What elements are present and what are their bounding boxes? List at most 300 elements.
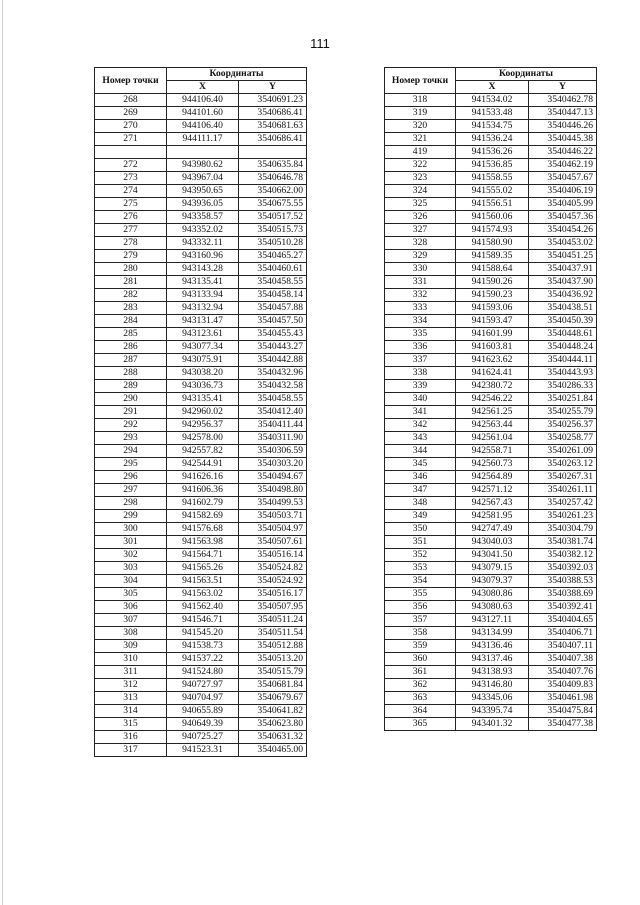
y-coordinate-cell: 3540507.95 — [239, 601, 307, 614]
y-coordinate-cell: 3540646.78 — [239, 172, 307, 185]
point-number-cell: 305 — [95, 588, 167, 601]
table-row — [95, 432, 307, 445]
y-coordinate-cell: 3540447.13 — [529, 107, 597, 120]
y-coordinate-cell: 3540517.52 — [239, 211, 307, 224]
table-row — [95, 562, 307, 575]
table-row — [95, 198, 307, 211]
y-coordinate-cell: 3540437.91 — [529, 263, 597, 276]
point-number-cell: 347 — [385, 484, 456, 497]
header-y: Y — [529, 81, 597, 94]
x-coordinate-cell: 943980.62 — [167, 159, 239, 172]
y-coordinate-cell: 3540462.78 — [529, 94, 597, 107]
point-number-cell: 340 — [385, 393, 456, 406]
point-number-cell: 355 — [385, 588, 456, 601]
header-point-number: Номер точки — [95, 68, 167, 94]
y-coordinate-cell: 3540306.59 — [239, 445, 307, 458]
y-coordinate-cell: 3540458.55 — [239, 393, 307, 406]
table-row — [385, 614, 597, 627]
table-row — [385, 146, 597, 159]
point-number-cell: 279 — [95, 250, 167, 263]
point-number-cell: 356 — [385, 601, 456, 614]
x-coordinate-cell: 944111.17 — [167, 133, 239, 146]
point-number-cell: 312 — [95, 679, 167, 692]
point-number-cell: 326 — [385, 211, 456, 224]
x-coordinate-cell: 943352.02 — [167, 224, 239, 237]
table-row — [95, 328, 307, 341]
table-row — [95, 653, 307, 666]
y-coordinate-cell: 3540465.27 — [239, 250, 307, 263]
x-coordinate-cell: 942747.49 — [456, 523, 529, 536]
point-number-cell: 301 — [95, 536, 167, 549]
x-coordinate-cell: 943143.28 — [167, 263, 239, 276]
x-coordinate-cell: 943136.46 — [456, 640, 529, 653]
x-coordinate-cell: 942544.91 — [167, 458, 239, 471]
point-number-cell: 278 — [95, 237, 167, 250]
table-row — [95, 744, 307, 757]
x-coordinate-cell: 940727.97 — [167, 679, 239, 692]
point-number-cell: 289 — [95, 380, 167, 393]
point-number-cell: 284 — [95, 315, 167, 328]
table-row — [385, 471, 597, 484]
point-number-cell: 314 — [95, 705, 167, 718]
x-coordinate-cell: 941562.40 — [167, 601, 239, 614]
table-row — [385, 718, 597, 731]
y-coordinate-cell: 3540516.14 — [239, 549, 307, 562]
point-number-cell: 281 — [95, 276, 167, 289]
x-coordinate-cell: 941565.26 — [167, 562, 239, 575]
table-row — [385, 458, 597, 471]
y-coordinate-cell: 3540438.51 — [529, 302, 597, 315]
table-row — [95, 406, 307, 419]
x-coordinate-cell: 941536.85 — [456, 159, 529, 172]
y-coordinate-cell: 3540462.19 — [529, 159, 597, 172]
x-coordinate-cell: 943133.94 — [167, 289, 239, 302]
table-row — [95, 679, 307, 692]
y-coordinate-cell: 3540388.69 — [529, 588, 597, 601]
y-coordinate-cell: 3540503.71 — [239, 510, 307, 523]
point-number-cell: 336 — [385, 341, 456, 354]
y-coordinate-cell: 3540407.11 — [529, 640, 597, 653]
x-coordinate-cell: 941563.51 — [167, 575, 239, 588]
point-number-cell: 343 — [385, 432, 456, 445]
table-row — [95, 250, 307, 263]
y-coordinate-cell: 3540443.93 — [529, 367, 597, 380]
point-number-cell: 344 — [385, 445, 456, 458]
point-number-cell: 292 — [95, 419, 167, 432]
header-x: X — [456, 81, 529, 94]
x-coordinate-cell: 941589.35 — [456, 250, 529, 263]
point-number-cell: 297 — [95, 484, 167, 497]
x-coordinate-cell: 941580.90 — [456, 237, 529, 250]
point-number-cell: 273 — [95, 172, 167, 185]
point-number-cell: 364 — [385, 705, 456, 718]
y-coordinate-cell: 3540432.96 — [239, 367, 307, 380]
table-row — [385, 302, 597, 315]
y-coordinate-cell: 3540475.84 — [529, 705, 597, 718]
point-number-cell: 298 — [95, 497, 167, 510]
x-coordinate-cell: 941538.73 — [167, 640, 239, 653]
x-coordinate-cell: 941603.81 — [456, 341, 529, 354]
y-coordinate-cell: 3540286.33 — [529, 380, 597, 393]
y-coordinate-cell: 3540432.58 — [239, 380, 307, 393]
point-number-cell: 330 — [385, 263, 456, 276]
x-coordinate-cell: 943041.50 — [456, 549, 529, 562]
y-coordinate-cell: 3540436.92 — [529, 289, 597, 302]
x-coordinate-cell: 941602.79 — [167, 497, 239, 510]
x-coordinate-cell: 941523.31 — [167, 744, 239, 757]
point-number-cell: 360 — [385, 653, 456, 666]
point-number-cell: 350 — [385, 523, 456, 536]
y-coordinate-cell: 3540446.26 — [529, 120, 597, 133]
table-row — [95, 120, 307, 133]
header-point-number: Номер точки — [385, 68, 456, 94]
point-number-cell: 327 — [385, 224, 456, 237]
x-coordinate-cell: 941534.75 — [456, 120, 529, 133]
table-row — [95, 484, 307, 497]
point-number-cell: 320 — [385, 120, 456, 133]
x-coordinate-cell: 941606.36 — [167, 484, 239, 497]
y-coordinate-cell: 3540681.84 — [239, 679, 307, 692]
table-row — [95, 601, 307, 614]
table-row — [95, 133, 307, 146]
x-coordinate-cell: 943345.06 — [456, 692, 529, 705]
table-row — [95, 224, 307, 237]
x-coordinate-cell: 940704.97 — [167, 692, 239, 705]
point-number-cell: 365 — [385, 718, 456, 731]
y-coordinate-cell: 3540477.38 — [529, 718, 597, 731]
y-coordinate-cell: 3540641.82 — [239, 705, 307, 718]
point-number-cell: 283 — [95, 302, 167, 315]
table-row — [385, 445, 597, 458]
y-coordinate-cell: 3540382.12 — [529, 549, 597, 562]
y-coordinate-cell: 3540451.25 — [529, 250, 597, 263]
x-coordinate-cell: 943080.63 — [456, 601, 529, 614]
y-coordinate-cell: 3540524.82 — [239, 562, 307, 575]
point-number-cell: 357 — [385, 614, 456, 627]
y-coordinate-cell: 3540623.80 — [239, 718, 307, 731]
x-coordinate-cell: 943401.32 — [456, 718, 529, 731]
x-coordinate-cell: 943079.15 — [456, 562, 529, 575]
y-coordinate-cell: 3540407.38 — [529, 653, 597, 666]
y-coordinate-cell: 3540511.54 — [239, 627, 307, 640]
table-row — [95, 640, 307, 653]
x-coordinate-cell: 941537.22 — [167, 653, 239, 666]
table-body-right — [385, 94, 597, 731]
y-coordinate-cell: 3540406.71 — [529, 627, 597, 640]
x-coordinate-cell: 943040.03 — [456, 536, 529, 549]
y-coordinate-cell: 3540455.43 — [239, 328, 307, 341]
y-coordinate-cell: 3540454.26 — [529, 224, 597, 237]
x-coordinate-cell: 941601.99 — [456, 328, 529, 341]
point-number-cell: 293 — [95, 432, 167, 445]
x-coordinate-cell: 942558.71 — [456, 445, 529, 458]
x-coordinate-cell: 943146.80 — [456, 679, 529, 692]
y-coordinate-cell: 3540261.11 — [529, 484, 597, 497]
table-row — [385, 536, 597, 549]
point-number-cell: 272 — [95, 159, 167, 172]
table-row — [95, 471, 307, 484]
point-number-cell: 345 — [385, 458, 456, 471]
point-number-cell: 323 — [385, 172, 456, 185]
x-coordinate-cell: 942567.43 — [456, 497, 529, 510]
x-coordinate-cell: 943135.41 — [167, 276, 239, 289]
y-coordinate-cell: 3540446.22 — [529, 146, 597, 159]
point-number-cell: 328 — [385, 237, 456, 250]
page-number: 111 — [310, 36, 330, 51]
x-coordinate-cell: 943075.91 — [167, 354, 239, 367]
table-row — [385, 172, 597, 185]
header-x: X — [167, 81, 239, 94]
point-number-cell: 307 — [95, 614, 167, 627]
point-number-cell: 331 — [385, 276, 456, 289]
x-coordinate-cell: 941574.93 — [456, 224, 529, 237]
point-number-cell: 294 — [95, 445, 167, 458]
y-coordinate-cell: 3540460.61 — [239, 263, 307, 276]
y-coordinate-cell: 3540662.00 — [239, 185, 307, 198]
x-coordinate-cell: 943138.93 — [456, 666, 529, 679]
table-row — [385, 211, 597, 224]
table-row — [95, 146, 307, 159]
point-number-cell: 335 — [385, 328, 456, 341]
table-row — [95, 627, 307, 640]
table-row — [95, 718, 307, 731]
x-coordinate-cell: 944106.40 — [167, 120, 239, 133]
point-number-cell: 288 — [95, 367, 167, 380]
x-coordinate-cell: 942546.22 — [456, 393, 529, 406]
y-coordinate-cell: 3540457.50 — [239, 315, 307, 328]
y-coordinate-cell: 3540512.88 — [239, 640, 307, 653]
table-row — [95, 315, 307, 328]
table-row — [95, 575, 307, 588]
point-number-cell: 269 — [95, 107, 167, 120]
table-row — [95, 380, 307, 393]
x-coordinate-cell: 942380.72 — [456, 380, 529, 393]
point-number-cell: 277 — [95, 224, 167, 237]
y-coordinate-cell: 3540437.90 — [529, 276, 597, 289]
table-row — [385, 328, 597, 341]
y-coordinate-cell: 3540448.24 — [529, 341, 597, 354]
y-coordinate-cell: 3540679.67 — [239, 692, 307, 705]
table-row — [385, 380, 597, 393]
y-coordinate-cell: 3540261.09 — [529, 445, 597, 458]
point-number-cell: 332 — [385, 289, 456, 302]
table-row — [95, 445, 307, 458]
y-coordinate-cell: 3540311.90 — [239, 432, 307, 445]
table-row — [95, 523, 307, 536]
table-row — [385, 510, 597, 523]
point-number-cell: 348 — [385, 497, 456, 510]
y-coordinate-cell: 3540304.79 — [529, 523, 597, 536]
point-number-cell: 299 — [95, 510, 167, 523]
table-row — [385, 627, 597, 640]
point-number-cell: 354 — [385, 575, 456, 588]
x-coordinate-cell: 942956.37 — [167, 419, 239, 432]
y-coordinate-cell: 3540511.24 — [239, 614, 307, 627]
x-coordinate-cell: 942561.25 — [456, 406, 529, 419]
point-number-cell: 276 — [95, 211, 167, 224]
y-coordinate-cell: 3540457.36 — [529, 211, 597, 224]
point-number-cell: 351 — [385, 536, 456, 549]
x-coordinate-cell: 942561.04 — [456, 432, 529, 445]
table-row — [95, 588, 307, 601]
table-row — [385, 640, 597, 653]
point-number-cell: 419 — [385, 146, 456, 159]
point-number-cell: 275 — [95, 198, 167, 211]
table-row — [385, 393, 597, 406]
x-coordinate-cell: 942560.73 — [456, 458, 529, 471]
point-number-cell: 358 — [385, 627, 456, 640]
point-number-cell: 334 — [385, 315, 456, 328]
y-coordinate-cell: 3540256.37 — [529, 419, 597, 432]
y-coordinate-cell: 3540516.17 — [239, 588, 307, 601]
table-row — [95, 276, 307, 289]
table-row — [95, 666, 307, 679]
table-row — [385, 276, 597, 289]
y-coordinate-cell: 3540510.28 — [239, 237, 307, 250]
table-row — [385, 601, 597, 614]
y-coordinate-cell: 3540392.03 — [529, 562, 597, 575]
y-coordinate-cell: 3540404.65 — [529, 614, 597, 627]
y-coordinate-cell: 3540411.44 — [239, 419, 307, 432]
table-row — [385, 185, 597, 198]
point-number-cell: 313 — [95, 692, 167, 705]
y-coordinate-cell: 3540267.31 — [529, 471, 597, 484]
x-coordinate-cell: 943160.96 — [167, 250, 239, 263]
table-row — [385, 497, 597, 510]
y-coordinate-cell: 3540494.67 — [239, 471, 307, 484]
point-number-cell: 290 — [95, 393, 167, 406]
table-row — [95, 614, 307, 627]
table-row — [385, 250, 597, 263]
table-row — [95, 354, 307, 367]
x-coordinate-cell: 944106.40 — [167, 94, 239, 107]
table-row — [95, 341, 307, 354]
y-coordinate-cell: 3540444.11 — [529, 354, 597, 367]
table-row — [385, 692, 597, 705]
point-number-cell: 325 — [385, 198, 456, 211]
x-coordinate-cell: 941593.47 — [456, 315, 529, 328]
point-number-cell: 274 — [95, 185, 167, 198]
point-number-cell: 271 — [95, 133, 167, 146]
x-coordinate-cell: 942581.95 — [456, 510, 529, 523]
y-coordinate-cell: 3540442.88 — [239, 354, 307, 367]
point-number-cell: 329 — [385, 250, 456, 263]
y-coordinate-cell: 3540381.74 — [529, 536, 597, 549]
table-row — [385, 562, 597, 575]
y-coordinate-cell: 3540515.79 — [239, 666, 307, 679]
x-coordinate-cell: 943950.65 — [167, 185, 239, 198]
table-row — [385, 133, 597, 146]
point-number-cell: 303 — [95, 562, 167, 575]
point-number-cell: 322 — [385, 159, 456, 172]
x-coordinate-cell: 943134.99 — [456, 627, 529, 640]
y-coordinate-cell: 3540453.02 — [529, 237, 597, 250]
table-row — [95, 211, 307, 224]
point-number-cell: 339 — [385, 380, 456, 393]
table-row — [95, 289, 307, 302]
x-coordinate-cell: 943131.47 — [167, 315, 239, 328]
x-coordinate-cell: 941626.16 — [167, 471, 239, 484]
point-number-cell: 287 — [95, 354, 167, 367]
y-coordinate-cell: 3540263.12 — [529, 458, 597, 471]
x-coordinate-cell: 943123.61 — [167, 328, 239, 341]
point-number-cell: 286 — [95, 341, 167, 354]
point-number-cell: 317 — [95, 744, 167, 757]
point-number-cell: 341 — [385, 406, 456, 419]
y-coordinate-cell: 3540406.19 — [529, 185, 597, 198]
x-coordinate-cell: 941588.64 — [456, 263, 529, 276]
x-coordinate-cell: 943038.20 — [167, 367, 239, 380]
point-number-cell: 352 — [385, 549, 456, 562]
coordinates-table-left — [94, 67, 307, 757]
x-coordinate-cell: 941546.71 — [167, 614, 239, 627]
point-number-cell: 285 — [95, 328, 167, 341]
table-row — [95, 302, 307, 315]
table-row — [385, 159, 597, 172]
x-coordinate-cell: 944101.60 — [167, 107, 239, 120]
table-row — [385, 679, 597, 692]
y-coordinate-cell: 3540445.38 — [529, 133, 597, 146]
point-number-cell: 311 — [95, 666, 167, 679]
x-coordinate-cell: 941590.23 — [456, 289, 529, 302]
point-number-cell: 321 — [385, 133, 456, 146]
table-row — [95, 367, 307, 380]
point-number-cell: 291 — [95, 406, 167, 419]
table-row — [385, 198, 597, 211]
y-coordinate-cell: 3540498.80 — [239, 484, 307, 497]
table-row — [95, 172, 307, 185]
x-coordinate-cell: 942563.44 — [456, 419, 529, 432]
point-number-cell: 296 — [95, 471, 167, 484]
y-coordinate-cell: 3540443.27 — [239, 341, 307, 354]
x-coordinate-cell: 943395.74 — [456, 705, 529, 718]
point-number-cell: 318 — [385, 94, 456, 107]
point-number-cell: 316 — [95, 731, 167, 744]
point-number-cell: 306 — [95, 601, 167, 614]
x-coordinate-cell: 941524.80 — [167, 666, 239, 679]
y-coordinate-cell: 3540257.42 — [529, 497, 597, 510]
point-number-cell: 363 — [385, 692, 456, 705]
y-coordinate-cell: 3540681.63 — [239, 120, 307, 133]
x-coordinate-cell: 941534.02 — [456, 94, 529, 107]
point-number-cell: 310 — [95, 653, 167, 666]
table-row — [95, 731, 307, 744]
x-coordinate-cell: 943135.41 — [167, 393, 239, 406]
x-coordinate-cell: 942564.89 — [456, 471, 529, 484]
table-row — [385, 575, 597, 588]
table-row — [95, 107, 307, 120]
table-row — [95, 237, 307, 250]
table-row — [95, 536, 307, 549]
table-row — [385, 94, 597, 107]
x-coordinate-cell: 942578.00 — [167, 432, 239, 445]
y-coordinate-cell: 3540258.77 — [529, 432, 597, 445]
point-number-cell: 353 — [385, 562, 456, 575]
point-number-cell: 300 — [95, 523, 167, 536]
table-row — [385, 484, 597, 497]
table-row — [385, 666, 597, 679]
x-coordinate-cell: 942960.02 — [167, 406, 239, 419]
point-number-cell: 268 — [95, 94, 167, 107]
point-number-cell: 280 — [95, 263, 167, 276]
point-number-cell: 333 — [385, 302, 456, 315]
y-coordinate-cell: 3540686.41 — [239, 133, 307, 146]
x-coordinate-cell: 941624.41 — [456, 367, 529, 380]
point-number-cell: 337 — [385, 354, 456, 367]
table-row — [385, 289, 597, 302]
point-number-cell: 309 — [95, 640, 167, 653]
table-row — [95, 393, 307, 406]
